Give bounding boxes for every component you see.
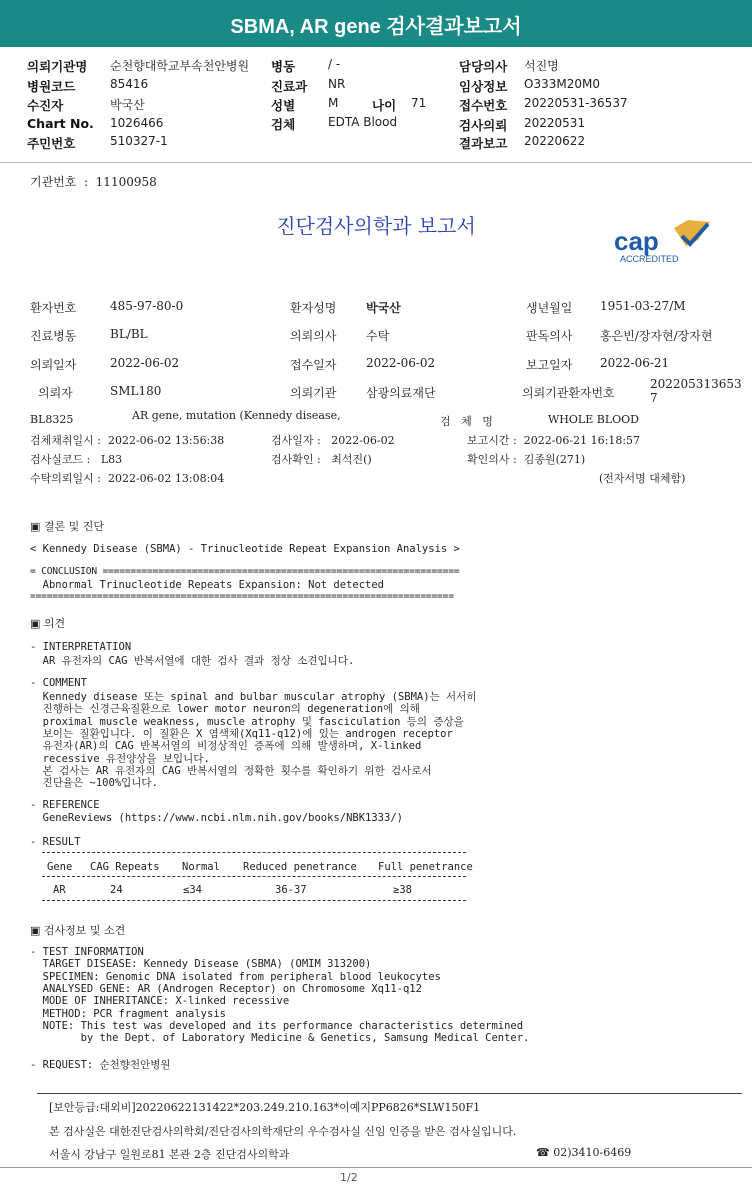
result-cell: AR: [53, 884, 66, 896]
testinfo-head: - TEST INFORMATION: [30, 946, 144, 958]
comment-line: 진행하는 신경근육질환으로 lower motor neuron의 degeneration에 의해: [30, 703, 420, 715]
testinfo-line: METHOD: PCR fragment analysis: [30, 1008, 226, 1020]
info-label: 병원코드: [27, 79, 76, 94]
header-divider: [0, 162, 752, 163]
interp-head: - INTERPRETATION: [30, 641, 132, 653]
section-title: ▣ 결론 및 진단: [30, 520, 105, 533]
patient-label: 보고일자: [526, 358, 573, 372]
info-label: 결과보고: [459, 136, 508, 151]
info-value: 20220531-36537: [524, 96, 628, 110]
info-label: Chart No.: [27, 116, 94, 131]
testinfo-line: by the Dept. of Laboratory Medicine & Genetics, Samsung Medical Center.: [30, 1032, 530, 1044]
comment-line: Kennedy disease 또는 spinal and bulbar muscular atrophy (SBMA)는 서서히: [30, 691, 477, 703]
test-line: 검체채취일시 : 2022-06-02 13:56:38: [30, 434, 225, 447]
interp-text: AR 유전자의 CAG 반복서열에 대한 검사 결과 정상 소견입니다.: [30, 655, 355, 667]
patient-label: 진료병동: [30, 329, 77, 343]
info-label: 병동: [271, 59, 296, 74]
testinfo-line: TARGET DISEASE: Kennedy Disease (SBMA) (OMIM 313200): [30, 958, 372, 970]
testinfo-line: NOTE: This test was developed and its performance characteristics determined: [30, 1020, 524, 1032]
info-label: 담당의사: [459, 59, 508, 74]
page-number: 1/2: [340, 1171, 358, 1184]
info-label: 접수번호: [459, 98, 508, 113]
report-main-title: SBMA, AR gene 검사결과보고서: [230, 16, 522, 38]
patient-label: 판독의사: [526, 329, 573, 343]
comment-line: proximal muscle weakness, muscle atrophy 및 fasciculation 등의 증상을: [30, 716, 464, 728]
info-label: 주민번호: [27, 136, 76, 151]
info-value: 석진명: [524, 59, 559, 73]
patient-label: 환자성명: [290, 301, 337, 315]
patient-label: 의뢰기관: [290, 386, 337, 400]
info-label: 진료과: [271, 79, 308, 94]
patient-value: 485-97-80-0: [110, 299, 184, 313]
info-label: 검체: [271, 117, 296, 132]
section-subtitle: < Kennedy Disease (SBMA) - Trinucleotide Repeat Expansion Analysis >: [30, 543, 460, 555]
specimen-label: 검 체 명: [440, 415, 493, 428]
info-value: O333M20M0: [524, 77, 600, 91]
result-col-header: Full penetrance: [378, 861, 473, 873]
comment-line: 유전자(AR)의 CAG 반복서열의 비정상적인 증폭에 의해 발생하며, X-linked: [30, 740, 422, 752]
patient-value: 2022-06-21: [600, 356, 670, 370]
patient-label: 의뢰의사: [290, 329, 337, 343]
info-value: 순천향대학교부속천안병원: [110, 59, 250, 73]
result-col-header: Normal: [182, 861, 220, 873]
patient-value: 삼광의료재단: [366, 386, 436, 400]
lab-address: 서울시 강남구 일원로81 본관 2층 진단검사의학과: [49, 1148, 290, 1161]
comment-line: recessive 유전양상을 보입니다.: [30, 753, 210, 765]
info-value: EDTA Blood: [328, 115, 398, 129]
result-cell: 24: [110, 884, 123, 896]
patient-value: SML180: [110, 384, 162, 398]
section-title: ▣ 의견: [30, 617, 66, 630]
cap-accredited-logo: [612, 218, 714, 266]
conclusion-head: = CONCLUSION ================================================================: [30, 566, 460, 577]
comment-line: 진단율은 ~100%입니다.: [30, 777, 158, 789]
cap-text: cap: [614, 226, 659, 256]
test-name: AR gene, mutation (Kennedy disease,: [132, 409, 341, 422]
test-code: BL8325: [30, 413, 74, 426]
patient-label: 의뢰일자: [30, 358, 77, 372]
result-cell: 36-37: [275, 884, 307, 896]
comment-line: 보이는 질환입니다. 이 질환은 X 염색체(Xq11-q12)에 있는 androgen receptor: [30, 728, 453, 740]
info-value: 1026466: [110, 116, 164, 130]
info-value: M: [328, 96, 339, 110]
testinfo-line: SPECIMEN: Genomic DNA isolated from peripheral blood leukocytes: [30, 971, 441, 983]
result-cell: ≥38: [393, 884, 412, 896]
security-line: [보안등급:대외비]20220622131422*203.249.210.163*이예지PP6826*SLW150F1: [49, 1101, 481, 1114]
conclusion-rule: ============================================================================: [30, 591, 454, 602]
patient-value: 홍은빈/장자현/장자현: [600, 329, 713, 343]
lab-phone: ☎ 02)3410-6469: [536, 1146, 632, 1159]
patient-value: 2022-06-02: [110, 356, 180, 370]
test-line: 검사실코드 : L83: [30, 453, 123, 466]
report-subtitle: 진단검사의학과 보고서: [276, 214, 476, 238]
patient-value-wrap: 7: [650, 391, 658, 405]
patient-label: 접수일자: [290, 358, 337, 372]
section-title: ▣ 검사정보 및 소견: [30, 924, 126, 937]
patient-value: 1951-03-27/M: [600, 299, 686, 313]
result-col-header: CAG Repeats: [90, 861, 160, 873]
patient-value: 2022-06-02: [366, 356, 436, 370]
info-label: 성별: [271, 98, 296, 113]
info-value: 71: [411, 96, 427, 110]
test-line: 검사일자 : 2022-06-02: [271, 434, 395, 447]
info-value: / -: [328, 57, 341, 71]
testinfo-line: ANALYSED GENE: AR (Androgen Receptor) on Chromosome Xq11-q12: [30, 983, 422, 995]
patient-value: 박국산: [366, 301, 401, 315]
info-label: 수진자: [27, 98, 64, 113]
specimen-value: WHOLE BLOOD: [548, 413, 639, 426]
info-value: 박국산: [110, 98, 145, 112]
comment-head: - COMMENT: [30, 677, 87, 689]
info-value: 20220622: [524, 134, 586, 148]
result-table-rule: [42, 852, 466, 853]
certification-text: 본 검사실은 대한진단검사의학회/진단검사의학재단의 우수검사실 신임 인증을 받은 검사실입니다.: [49, 1125, 517, 1138]
comment-line: 본 검사는 AR 유전자의 CAG 반복서열의 정확한 횟수를 확인하기 위한 검사로서: [30, 765, 432, 777]
reference-text: GeneReviews (https://www.ncbi.nlm.nih.gov/books/NBK1333/): [30, 812, 403, 824]
info-label: 나이: [372, 98, 397, 113]
info-value: 85416: [110, 77, 149, 91]
test-line: 확인의사 : 김종원(271): [467, 453, 586, 466]
reference-head: - REFERENCE: [30, 799, 100, 811]
test-line: (전자서명 대체함): [599, 472, 686, 485]
bottom-divider: [0, 1167, 752, 1168]
test-line: 검사확인 : 최석진(): [271, 453, 372, 466]
patient-label: 생년월일: [526, 301, 573, 315]
patient-value: BL/BL: [110, 327, 148, 341]
cap-sub-text: ACCREDITED: [620, 254, 679, 264]
info-label: 검사의뢰: [459, 118, 508, 133]
patient-value: 수탁: [366, 329, 390, 343]
patient-value: 202205313653: [650, 377, 742, 391]
result-col-header: Reduced penetrance: [243, 861, 357, 873]
result-head: - RESULT: [30, 836, 81, 848]
info-value: 20220531: [524, 116, 586, 130]
conclusion-text: Abnormal Trinucleotide Repeats Expansion: Not detected: [30, 579, 385, 591]
info-value: 510327-1: [110, 134, 168, 148]
report-header: [0, 0, 752, 47]
testinfo-line: MODE OF INHERITANCE: X-linked recessive: [30, 995, 290, 1007]
patient-label: 의뢰자: [38, 386, 73, 400]
result-table-rule: [42, 900, 466, 901]
test-line: 보고시간 : 2022-06-21 16:18:57: [467, 434, 641, 447]
patient-label: 환자번호: [30, 301, 77, 315]
result-col-header: Gene: [47, 861, 73, 873]
info-label: 임상정보: [459, 79, 508, 94]
result-cell: ≤34: [183, 884, 202, 896]
patient-label: 의뢰기관환자번호: [522, 386, 615, 400]
org-number: 기관번호 : 11100958: [30, 175, 157, 189]
result-table-rule: [42, 876, 466, 877]
info-label: 의뢰기관명: [27, 59, 88, 74]
request-line: - REQUEST: 순천향천안병원: [30, 1059, 171, 1071]
info-value: NR: [328, 77, 346, 91]
test-line: 수탁의뢰일시 : 2022-06-02 13:08:04: [30, 472, 225, 485]
